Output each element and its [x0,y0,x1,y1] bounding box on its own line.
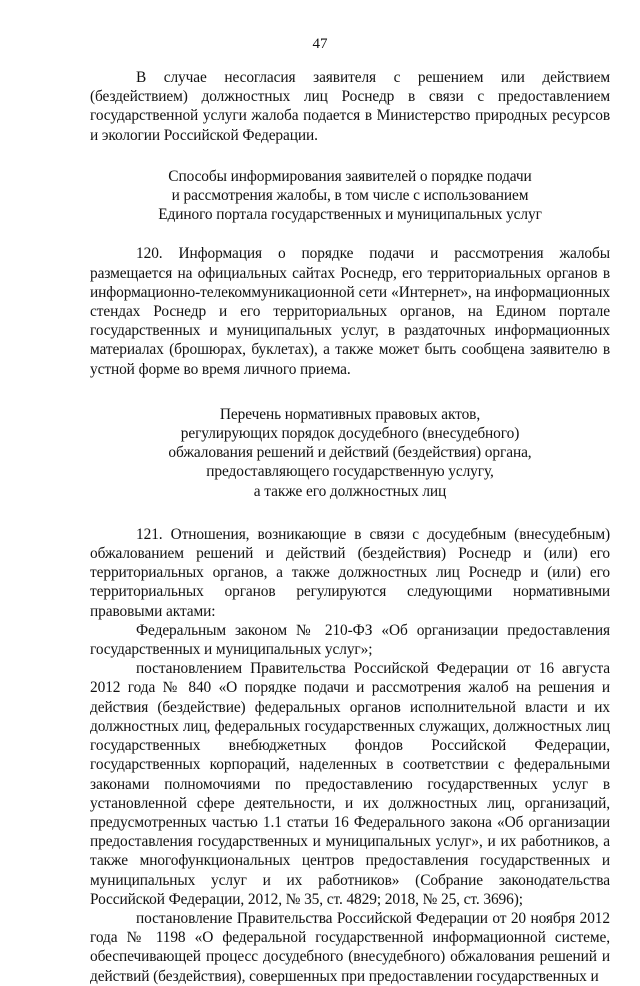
section-heading-informing [90,167,610,225]
paragraph-complaint-ministry: В случае несогласия заявителя с решением или действием (бездействием) должностных лиц Роснедр в связи с предоставлением государственной услуги жалоба подается в Министерство природных ресурсов и экологии Российской Федерации. [90,69,610,144]
paragraph-decree-840: постановлением Правительства Российской Федерации от 16 августа 2012 года № 840 «О порядке подачи и рассмотрения жалоб на решения и действия (бездействие) федеральных органов исполнительной власти и их должностных лиц, федеральных государственных служащих, должностных лиц государственных внебюджетных фондов Российской Федерации, государственных корпораций, наделенных в соответствии с федеральными законами полномочиями по предоставлению государственных услуг в установленной сфере деятельности, и их должностных лиц, организаций, предусмотренных частью 1.1 статьи 16 Федерального закона «Об организации предоставления государственных и муниципальных услуг», и их работников, а также многофункциональных центров предоставления государственных и муниципальных услуг и их работников» (Собрание законодательства Российской Федерации, 2012, № 35, ст. 4829; 2018, № 25, ст. 3696); [90,660,610,908]
page-number: 47 [312,36,328,52]
paragraph-120: 120. Информация о порядке подачи и рассмотрения жалобы размещается на официальных сайтах Роснедр, его территориальных органов в информационно-телекоммуникационной сети «Интернет», на информационных стендах Роснедр и его территориальных органов, на Едином портале государственных и муниципальных услуг, в раздаточных информационных материалах (брошюрах, буклетах), а также может быть сообщена заявителю в устной форме во время личного приема. [90,245,610,378]
paragraph-federal-law-210: Федеральным законом № 210-ФЗ «Об организации предоставления государственных и муниципальных услуг»; [90,621,610,659]
heading-line: и рассмотрения жалобы, в том числе с использованием [171,187,529,205]
paragraph-decree-1198: постановление Правительства Российской Федерации от 20 ноября 2012 года № 1198 «О федеральной государственной информационной системе, обеспечивающей процесс досудебного (внесудебного) обжалования решений и действий (бездействия), совершенных при предоставлении государственных и [90,909,610,985]
document-body [90,68,610,986]
heading-line: а также его должностных лиц [253,482,447,500]
heading-line: Перечень нормативных правовых актов, [219,405,481,423]
heading-line: Единого портала государственных и муниципальных услуг [158,206,542,224]
heading-line: предоставляющего государственную услугу, [206,463,494,481]
paragraph-121: 121. Отношения, возникающие в связи с досудебным (внесудебным) обжалованием решений и действий (бездействия) Роснедр и (или) его территориальных органов, а также должностных лиц Роснедр и (или) его территориальных органов регулируются следующими нормативными правовыми актами: [90,525,610,620]
heading-line: обжалования решений и действий (бездействия) органа, [168,444,532,462]
heading-line: регулирующих порядок досудебного (внесудебного) [180,425,520,443]
section-heading-legal-acts [90,405,610,501]
heading-line: Способы информирования заявителей о порядке подачи [168,167,532,185]
